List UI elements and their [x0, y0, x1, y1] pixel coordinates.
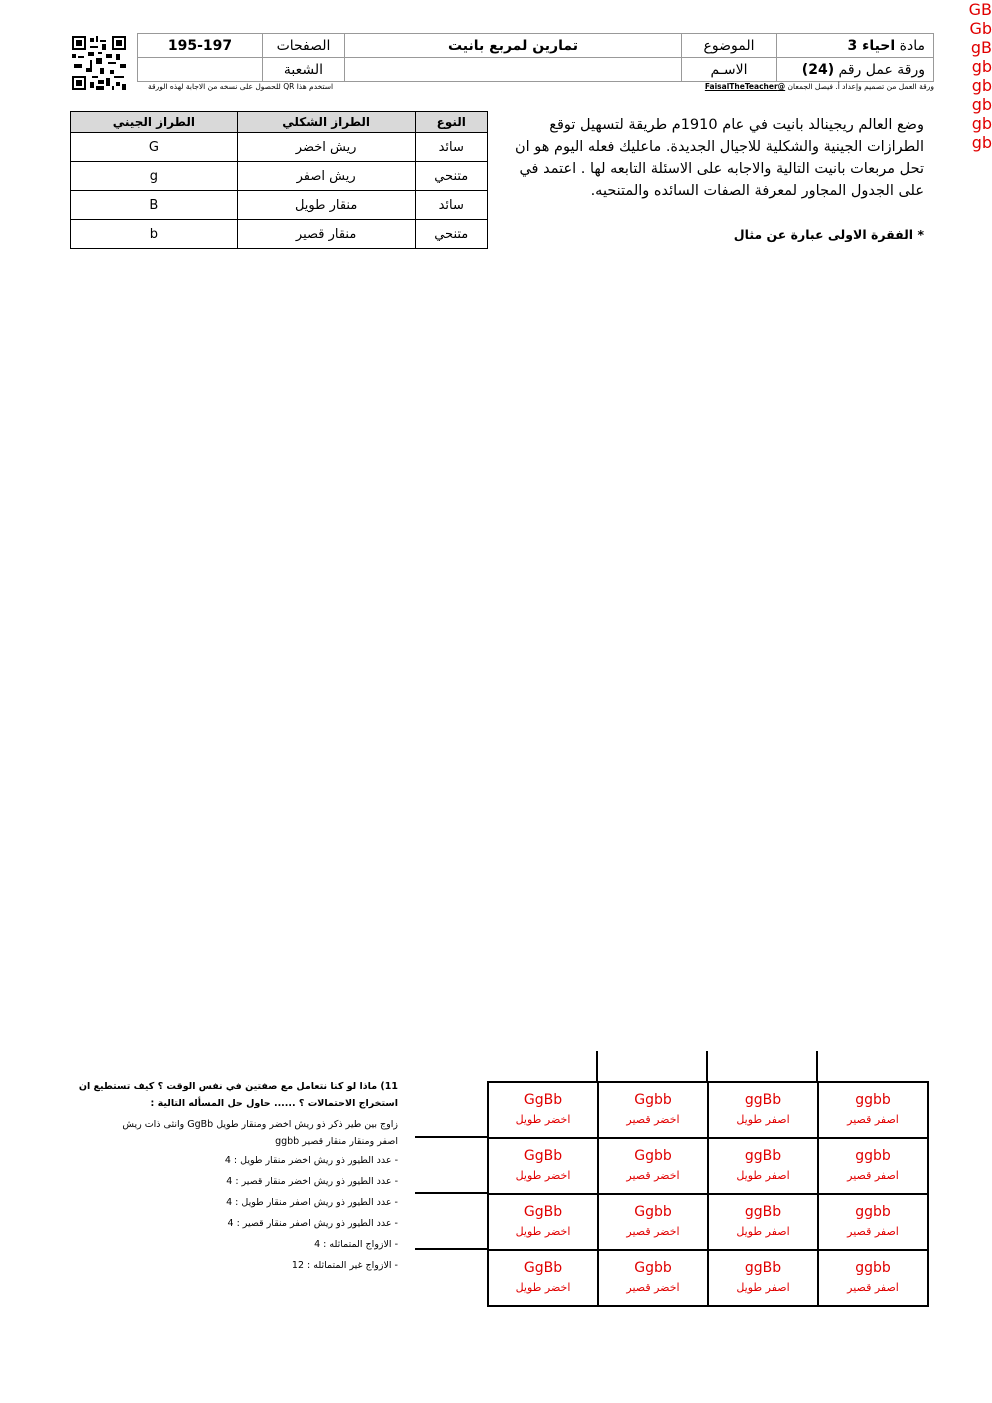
question-line: - الازواج المتماثله : 4 [314, 1239, 398, 1250]
cell-genotype: Ggbb [634, 1204, 672, 1220]
header-divider [596, 1051, 598, 1081]
dihybrid-cell [708, 1082, 818, 1138]
trait-type: متنحي [415, 220, 488, 249]
cell-genotype: Ggbb [634, 1260, 672, 1276]
trait-type: متنحي [415, 162, 488, 191]
dihybrid-row-gamete: gb [971, 133, 992, 152]
cell-phenotype: اصفر طويل [736, 1169, 790, 1182]
question-line: - عدد الطيور ذو ريش اصفر منقار طويل : 4 [226, 1197, 398, 1208]
traits-header: النوع [415, 112, 488, 133]
row-divider [415, 1136, 487, 1138]
qr-note: استخدم هذا QR للحصول على نسخه من الاجابة لهذه الورقة [148, 82, 334, 91]
cell-phenotype: اخضر طويل [515, 1169, 571, 1182]
cell-genotype: ggBb [744, 1260, 782, 1276]
dihybrid-cell [488, 1194, 598, 1250]
cell-phenotype: اصفر قصير [847, 1169, 899, 1182]
question-line: - عدد الطيور ذو ريش اخضر منقار قصير : 4 [226, 1176, 398, 1187]
cell-genotype: ggBb [744, 1204, 782, 1220]
credit-line [705, 82, 934, 91]
trait-phenotype: ريش اصفر [237, 162, 415, 191]
dihybrid-cell [818, 1250, 928, 1306]
traits-header: الطراز الجيني [71, 112, 238, 133]
dihybrid-cell [598, 1250, 708, 1306]
cell-phenotype: اخضر قصير [626, 1169, 680, 1182]
trait-phenotype: منقار قصير [237, 220, 415, 249]
cell-phenotype: اصفر قصير [847, 1113, 899, 1126]
traits-row [71, 162, 488, 191]
traits-row [71, 133, 488, 162]
cell-genotype: GgBb [523, 1148, 563, 1164]
header-divider [706, 1051, 708, 1081]
trait-genotype: b [71, 220, 238, 249]
dihybrid-column-gamete: GB [968, 0, 992, 19]
cell-phenotype: اصفر قصير [847, 1225, 899, 1238]
subject-label: مادة [899, 37, 925, 54]
trait-type: سائد [415, 133, 488, 162]
cell-phenotype: اخضر طويل [515, 1225, 571, 1238]
cell-genotype: GgBb [523, 1204, 563, 1220]
cell-genotype: ggBb [744, 1148, 782, 1164]
row-divider [415, 1192, 487, 1194]
cell-phenotype: اصفر قصير [847, 1281, 899, 1294]
question-line: استخراج الاحتمالات ؟ ...... حاول حل المسأله التالية : [150, 1098, 398, 1109]
cell-genotype: GgBb [523, 1092, 563, 1108]
cell-phenotype: اخضر طويل [515, 1281, 571, 1294]
dihybrid-cell [818, 1138, 928, 1194]
question-11 [72, 1078, 398, 1276]
cell-genotype: ggbb [855, 1148, 891, 1164]
cell-phenotype: اصفر طويل [736, 1113, 790, 1126]
traits-row [71, 220, 488, 249]
cell-genotype: ggBb [744, 1092, 782, 1108]
dihybrid-cell [598, 1194, 708, 1250]
topic-label: الموضوع [682, 34, 777, 58]
trait-genotype: B [71, 191, 238, 220]
dihybrid-cell [708, 1194, 818, 1250]
header-divider [816, 1051, 818, 1081]
trait-phenotype: منقار طويل [237, 191, 415, 220]
row-divider [415, 1248, 487, 1250]
credit-handle: @FaisalTheTeacher [704, 82, 786, 91]
dihybrid-grid [487, 1081, 929, 1307]
cell-genotype: GgBb [523, 1260, 563, 1276]
traits-table [70, 111, 488, 249]
cell-genotype: ggbb [855, 1260, 891, 1276]
intro-note: * الفقرة الاولى عبارة عن مثال [733, 227, 924, 242]
question-line: - عدد الطيور ذو ريش اخضر منقار طويل : 4 [224, 1155, 398, 1166]
dihybrid-row-gamete: gb [971, 76, 992, 95]
cell-genotype: Ggbb [634, 1092, 672, 1108]
cell-phenotype: اصفر طويل [736, 1225, 790, 1238]
dihybrid-cell [818, 1194, 928, 1250]
worksheet-label: ورقة عمل رقم [838, 61, 925, 78]
intro-paragraph: وضع العالم ريجينالد بانيت في عام 1910م طريقة لتسهيل توقع الطرازات الجينية والشكلية للاجيال الجديدة. ماعليك فعله اليوم هو ان تحل مربعات بانيت التالية والاجابه على الاسئلة التابعه لها . اعتمد في على الجدول المجاور لمعرفة الصفات السائده والمتنحيه. [514, 117, 924, 199]
credit-text: ورقة العمل من تصميم وإعداد أ. فيصل الجمعان [787, 82, 934, 91]
question-line: اصفر ومنقار منقار قصير ggbb [275, 1136, 398, 1147]
header-table [137, 33, 934, 82]
worksheet-value: (24) [801, 61, 835, 78]
section-field[interactable] [138, 58, 263, 82]
trait-phenotype: ريش اخضر [237, 133, 415, 162]
dihybrid-column-gamete: gb [971, 57, 992, 76]
cell-phenotype: اخضر قصير [626, 1281, 680, 1294]
name-field[interactable] [345, 58, 682, 82]
name-label: الاسـم [682, 58, 777, 82]
question-line: - الازواج غير المتماثله : 12 [291, 1260, 398, 1271]
dihybrid-cell [708, 1250, 818, 1306]
dihybrid-cell [488, 1250, 598, 1306]
topic-value: تمارين لمربع بانيت [345, 34, 682, 58]
dihybrid-column-gamete: gB [970, 38, 992, 57]
dihybrid-cell [598, 1138, 708, 1194]
dihybrid-row-gamete: gb [971, 114, 992, 133]
cell-phenotype: اخضر قصير [626, 1225, 680, 1238]
cell-genotype: ggbb [855, 1204, 891, 1220]
pages-value: 195-197 [138, 34, 263, 58]
cell-phenotype: اصفر طويل [736, 1281, 790, 1294]
subject-value: احياء 3 [847, 37, 896, 54]
section-label: الشعبة [263, 58, 345, 82]
dihybrid-cell [708, 1138, 818, 1194]
dihybrid-column-gamete: Gb [969, 19, 992, 38]
trait-genotype: g [71, 162, 238, 191]
question-line: 11) ماذا لو كنا نتعامل مع صفتين في نفس الوقت ؟ كيف تستطيع ان [78, 1081, 398, 1092]
traits-header: الطراز الشكلي [237, 112, 415, 133]
dihybrid-cell [488, 1082, 598, 1138]
dihybrid-cell [488, 1138, 598, 1194]
pages-label: الصفحات [263, 34, 345, 58]
trait-genotype: G [71, 133, 238, 162]
cell-genotype: Ggbb [634, 1148, 672, 1164]
cell-genotype: ggbb [855, 1092, 891, 1108]
cell-phenotype: اخضر طويل [515, 1113, 571, 1126]
dihybrid-cell [598, 1082, 708, 1138]
dihybrid-row-gamete: gb [971, 95, 992, 114]
question-line: زاوج بين طير ذكر ذو ريش اخضر ومنقار طويل GgBb وانثى ذات ريش [122, 1119, 398, 1130]
qr-code [72, 36, 126, 90]
dihybrid-cell [818, 1082, 928, 1138]
traits-row [71, 191, 488, 220]
trait-type: سائد [415, 191, 488, 220]
cell-phenotype: اخضر قصير [626, 1113, 680, 1126]
question-line: - عدد الطيور ذو ريش اصفر منقار قصير : 4 [227, 1218, 398, 1229]
